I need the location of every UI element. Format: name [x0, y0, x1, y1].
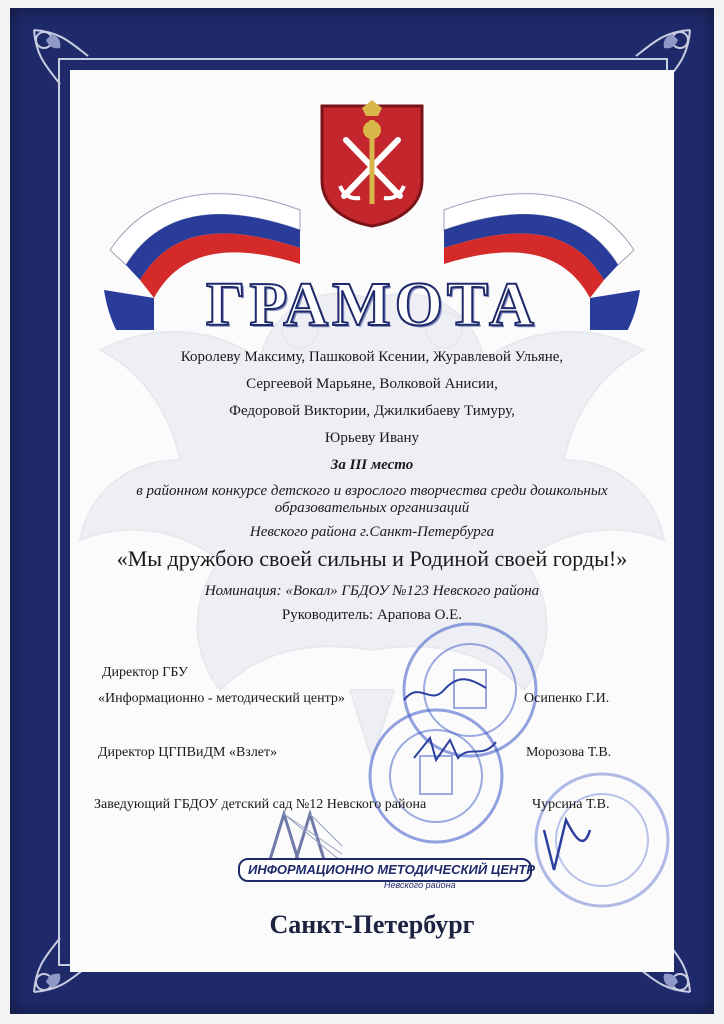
signature-chursina [536, 810, 596, 880]
city-name: Санкт-Петербург [269, 910, 475, 939]
imc-logo-text: ИНФОРМАЦИОННО МЕТОДИЧЕСКИЙ ЦЕНТР [248, 862, 535, 877]
director1-title-line2: «Информационно - методический центр» [98, 691, 345, 706]
head-title: Заведующий ГБДОУ детский сад №12 Невского района [94, 797, 427, 812]
recipients-line-2: Сергеевой Марьяне, Волковой Анисии, [246, 376, 498, 392]
head-name: Чурсина Т.В. [532, 797, 610, 812]
nomination: Номинация: «Вокал» ГБДОУ №123 Невского района [204, 583, 540, 599]
signature-morozova [410, 730, 500, 770]
certificate-sheet [70, 70, 674, 972]
certificate-title: ГРАМОТА [206, 271, 538, 339]
imc-logo [234, 810, 534, 900]
contest-line-2: образовательных организаций [274, 500, 470, 516]
signature-osipenko [400, 670, 490, 710]
leader: Руководитель: Арапова О.Е. [281, 607, 463, 623]
director2-name: Морозова Т.В. [526, 745, 612, 760]
recipients-line-1: Королеву Максиму, Пашковой Ксении, Журавлевой Ульяне, [180, 349, 564, 365]
contest-line-1: в районном конкурсе детского и взрослого творчества среди дошкольных [136, 483, 608, 499]
recipients-line-4: Юрьеву Ивану [324, 430, 420, 446]
place-award: За III место [330, 457, 414, 473]
contest-line-3: Невского района г.Санкт-Петербурга [249, 524, 495, 540]
st-petersburg-coat-of-arms [316, 100, 428, 228]
director2-title: Директор ЦГПВиДМ «Взлет» [98, 745, 278, 760]
director1-title-line1: Директор ГБУ [102, 665, 188, 680]
certificate-frame [10, 8, 714, 1014]
director1-name: Осипенко Г.И. [524, 691, 610, 706]
imc-logo-subtext: Невского района [384, 880, 456, 890]
recipients-line-3: Федоровой Виктории, Джилкибаеву Тимуру, [229, 403, 515, 419]
contest-name: «Мы дружбою своей сильны и Родиной своей горды!» [116, 546, 628, 571]
